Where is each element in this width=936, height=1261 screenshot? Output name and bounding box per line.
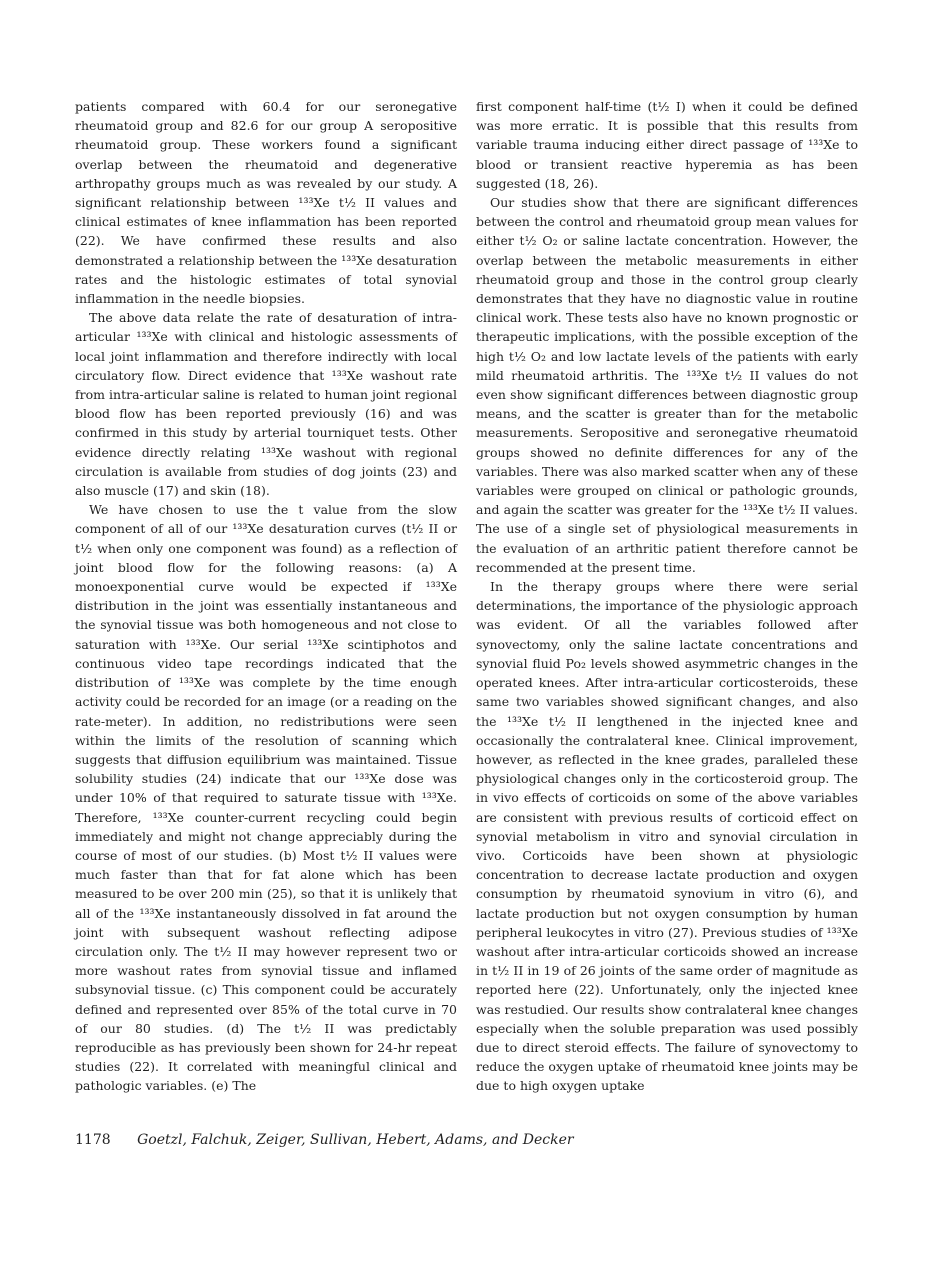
body-paragraph: We have chosen to use the t value from the slow component of all of our ¹³³Xe desaturation curves (t½ II or t½ when only one component was found) as a reflection of joint blood flow for the following reasons: (a) A monoexponential curve would be expected if ¹³³Xe distribution in the joint was essentially instantaneous and the synovial tissue was both homogeneous and not close to saturation with ¹³³Xe. Our serial ¹³³Xe scintiphotos and continuous video tape recordings indicated that the distribution of ¹³³Xe was complete by the time enough activity could be recorded for an image (or a reading on the rate-meter). In addition, no redistributions were seen within the limits of the resolution of scanning which suggests that diffusion equilibrium was maintained. Tissue solubility studies (24) indicate that our ¹³³Xe dose was under 10% of that required to saturate tissue with ¹³³Xe. Therefore, ¹³³Xe counter-current recycling could begin immediately and might not change appreciably during the course of most of our studies. (b) Most t½ II values were much faster than that for fat alone which has been measured to be over 200 min (25), so that it is unlikely that all of the ¹³³Xe instantaneously dissolved in fat around the joint with subsequent washout reflecting adipose circulation only. The t½ II may however represent two or more washout rates from synovial tissue and inflamed subsynovial tissue. (c) This component could be accurately defined and represented over 85% of the total curve in 70 of our 80 studies. (d) The t½ II was predictably reproducible as has previously been shown for 24-hr repeat studies (22). It correlated with meaningful clinical and pathologic variables. (e) The: [75, 502, 457, 1094]
body-paragraph: In the therapy groups where there were serial determinations, the importance of the physiologic approach was evident. Of all the variables followed after synovectomy, only the saline lactate concentrations and synovial fluid Po₂ levels showed asymmetric changes in the operated knees. After intra-articular corticosteroids, these same two variables showed significant changes, and also the ¹³³Xe t½ II lengthened in the injected knee and occasionally the contralateral knee. Clinical improvement, however, as reflected in the knee grades, paralleled these physiological changes only in the corticosteroid group. The in vivo effects of corticoids on some of the above variables are consistent with previous results of corticoid effect on synovial metabolism in vitro and synovial circulation in vivo. Corticoids have been shown at physiologic concentration to decrease lactate production and oxygen consumption by rheumatoid synovium in vitro (6), and lactate production but not oxygen consumption by human peripheral leukocytes in vitro (27). Previous studies of ¹³³Xe washout after intra-articular corticoids showed an increase in t½ II in 19 of 26 joints of the same order of magnitude as reported here (22). Unfortunately, only the injected knee was restudied. Our results show contralateral knee changes especially when the soluble preparation was used possibly due to direct steroid effects. The failure of synovectomy to reduce the oxygen uptake of rheumatoid knee joints may be due to high oxygen uptake: [476, 579, 858, 1094]
body-paragraph: The above data relate the rate of desaturation of intra-articular ¹³³Xe with clinical and histologic assessments of local joint inflammation and therefore indirectly with local circulatory flow. Direct evidence that ¹³³Xe washout rate from intra-articular saline is related to human joint regional blood flow has been reported previously (16) and was confirmed in this study by arterial tourniquet tests. Other evidence directly relating ¹³³Xe washout with regional circulation is available from studies of dog joints (23) and also muscle (17) and skin (18).: [75, 310, 457, 499]
page-number: 1178: [75, 1132, 111, 1148]
body-paragraph: first component half-time (t½ I) when it could be defined was more erratic. It is possible that this results from variable trauma inducing either direct passage of ¹³³Xe to blood or transient reactive hyperemia as has been suggested (18, 26).: [476, 99, 858, 191]
body-paragraph: patients compared with 60.4 for our seronegative rheumatoid group and 82.6 for our group A seropositive rheumatoid group. These workers found a significant overlap between the rheumatoid and degenerative arthropathy groups much as was revealed by our study. A significant relationship between ¹³³Xe t½ II values and clinical estimates of knee inflammation has been reported (22). We have confirmed these results and also demonstrated a relationship between the ¹³³Xe desaturation rates and the histologic estimates of total synovial inflammation in the needle biopsies.: [75, 99, 457, 307]
right-column: [476, 97, 858, 1096]
page-footer: [75, 1132, 861, 1148]
left-column: [75, 97, 457, 1096]
author-line: Goetzl, Falchuk, Zeiger, Sullivan, Hebert, Adams, and Decker: [137, 1132, 574, 1148]
body-paragraph: Our studies show that there are significant differences between the control and rheumatoid group mean values for either t½ O₂ or saline lactate concentration. However, the overlap between the metabolic measurements in either rheumatoid group and those in the control group clearly demonstrates that they have no diagnostic value in routine clinical work. These tests also have no known prognostic or therapeutic implications, with the possible exception of the high t½ O₂ and low lactate levels of the patients with early mild rheumatoid arthritis. The ¹³³Xe t½ II values do not even show significant differences between diagnostic group means, and the scatter is greater than for the metabolic measurements. Seropositive and seronegative rheumatoid groups showed no definite differences for any of the variables. There was also marked scatter when any of these variables were grouped on clinical or pathologic grounds, and again the scatter was greater for the ¹³³Xe t½ II values. The use of a single set of physiological measurements in the evaluation of an arthritic patient therefore cannot be recommended at the present time.: [476, 195, 858, 575]
